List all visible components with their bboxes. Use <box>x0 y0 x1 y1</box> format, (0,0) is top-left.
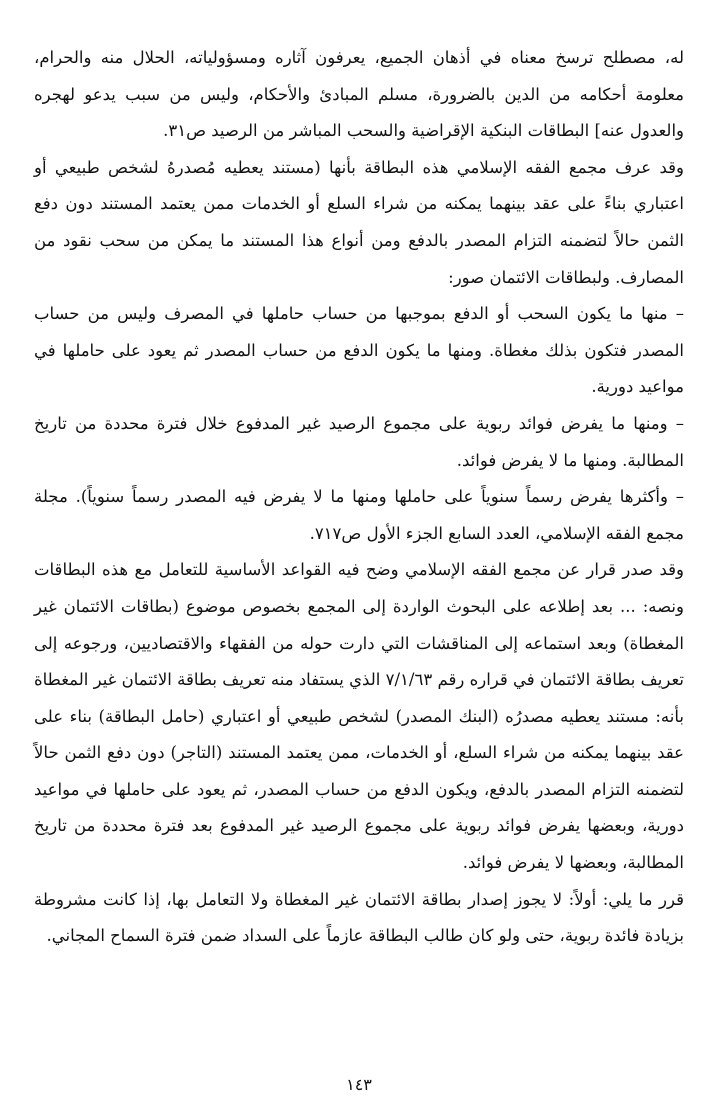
page-number: ١٤٣ <box>346 1075 372 1094</box>
paragraph-bullet-fee: – وأكثرها يفرض رسماً سنوياً على حاملها ومنها ما لا يفرض فيه المصدر رسماً سنوياً). مجلة مجمع الفقه الإسلامي، العدد السابع الجزء الأول ص٧١٧. <box>34 487 684 543</box>
document-page <box>34 40 684 1056</box>
paragraph-bullet-covered: – منها ما يكون السحب أو الدفع بموجبها من حساب حاملها في المصرف وليس من حساب المصدر فتكون بذلك مغطاة. ومنها ما يكون الدفع من حساب المصدر ثم يعود على حاملها في مواعيد دورية. <box>34 304 684 397</box>
paragraph-decision: قرر ما يلي: أولاً: لا يجوز إصدار بطاقة الائتمان غير المغطاة ولا التعامل بها، إذا كانت مشروطة بزيادة فائدة ربوية، حتى ولو كان طالب البطاقة عازماً على السداد ضمن فترة السماح المجاني. <box>34 889 684 946</box>
paragraph-definition: وقد عرف مجمع الفقه الإسلامي هذه البطاقة بأنها (مستند يعطيه مُصدرهُ لشخص طبيعي أو اعتباري بناءً على عقد بينهما يمكنه من شراء السلع أو الخدمات ممن يعتمد المستند دون دفع الثمن حالاً لتضمنه التزام المصدر بالدفع ومن أنواع هذا المستند ما يمكن من سحب نقود من المصارف. ولبطاقات الائتمان صور: <box>34 157 684 287</box>
paragraph-bullet-interest: – ومنها ما يفرض فوائد ربوية على مجموع الرصيد غير المدفوع خلال فترة محددة من تاريخ المطالبة. ومنها ما لا يفرض فوائد. <box>34 413 684 470</box>
paragraph-resolution: وقد صدر قرار عن مجمع الفقه الإسلامي وضح فيه القواعد الأساسية للتعامل مع هذه البطاقات ونصه: ... بعد إطلاعه على البحوث الواردة إلى المجمع بخصوص موضوع (بطاقات الائتمان غير المغطاة) وبعد استماعه إلى المناقشات التي دارت حوله من الفقهاء والاقتصاديين، ورجوعه إلى تعريف بطاقة الائتمان في قراره رقم ٧/١/٦٣ الذي يستفاد منه تعريف بطاقة الائتمان غير المغطاة بأنه: مستند يعطيه مصدرُه (البنك المصدر) لشخص طبيعي أو اعتباري (حامل البطاقة) بناء على عقد بينهما يمكنه من شراء السلع، أو الخدمات، ممن يعتمد المستند (التاجر) دون دفع الثمن حالاً لتضمنه التزام المصدر بالدفع، ويكون الدفع من حساب المصدر، ثم يعود على حاملها في مواعيد دورية، وبعضها يفرض فوائد ربوية على مجموع الرصيد غير المدفوع بعد فترة محددة من تاريخ المطالبة، وبعضها لا يفرض فوائد. <box>34 560 684 873</box>
paragraph-intro: له، مصطلح ترسخ معناه في أذهان الجميع، يعرفون آثاره ومسؤولياته، الحلال منه والحرام، معلومة أحكامه من الدين بالضرورة، مسلم المبادئ والأحكام، وليس من سبب يدعو لهجره والعدول عنه] البطاقات البنكية الإقراضية والسحب المباشر من الرصيد ص٣١. <box>34 48 684 141</box>
